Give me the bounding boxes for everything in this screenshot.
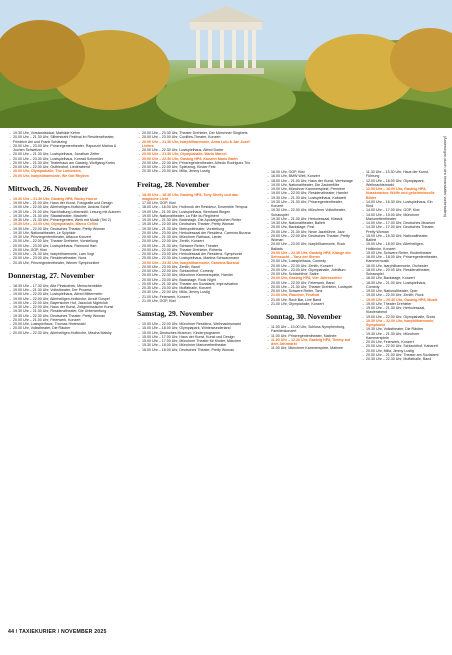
event-entry: → 20.00 Uhr – 21.30 Uhr, Münchner Rathaus, Lieder bbox=[137, 235, 255, 239]
event-entry: → 19.00 Uhr, Nationaltheater, Oper bbox=[361, 289, 439, 293]
event-entry: → 20.00 Uhr – 22.00 Uhr, Theater Drehleier, Vorstellung bbox=[8, 239, 126, 243]
event-entry: → 19.00 Uhr – 22.00 Uhr, Olympiahalle, Show bbox=[361, 315, 439, 319]
event-entry: → 19.00 Uhr – 22.00 Uhr, Allerheiligen-Hofkirche, Arnulf Gospel bbox=[8, 297, 126, 301]
event-entry: → 15.00 Uhr – 18.00 Uhr, Olympiapark, Winterwunderland bbox=[137, 326, 255, 330]
event-entry: → 21.00 Uhr, GOP, Kiwi bbox=[137, 299, 255, 303]
event-entry: → 14.00 Uhr – 17.00 Uhr, GOP, Kiwi bbox=[361, 208, 439, 212]
event-entry: → 20.00 Uhr – 22.00 Uhr, Deutsches Theater, Pretty Woman bbox=[266, 234, 356, 243]
event-entry: → 19.00 Uhr, Nationaltheater, La Fille du Regiment bbox=[137, 214, 255, 218]
event-entry: → 19.30 Uhr – 22.30 Uhr, Deutsches Theater, Pretty Woman bbox=[8, 314, 126, 318]
event-entry: → 20.00 Uhr – 23.00 Uhr, Residenztheater, Nora bbox=[8, 256, 126, 260]
column-2 bbox=[137, 131, 255, 616]
event-entry: → 20.00 Uhr – 23.00 Uhr, Isarphilharmonie, Rock Ballads bbox=[266, 242, 356, 251]
event-entry: → 19.30 Uhr – 22.00 Uhr, Münchner Volkstheater, Schauspiel bbox=[266, 208, 356, 217]
event-entry: → 16.00 Uhr, Isarphilharmonie, Orchester bbox=[361, 264, 439, 268]
event-entry: → 11.00 Uhr, Münchner Kammerspiele, Matinée bbox=[266, 346, 356, 350]
park-temple-illustration bbox=[0, 0, 452, 128]
event-entry: → 20.00 Uhr – 21.30 Uhr, Teaterhaus am Gasteig, Wolfgang Krebs bbox=[8, 161, 126, 165]
event-entry: → 19.00 Uhr – 22.00 Uhr, Bayerischer Hof, Jazzclub Nightclub bbox=[8, 301, 126, 305]
event-entry: → 15.00 Uhr – 16.30 Uhr, Nationaltheater, Ballett bbox=[361, 234, 439, 243]
event-entry: → 14.00 Uhr – 16.30 Uhr, Lustspielhaus, Ein Kind bbox=[361, 200, 439, 209]
sidebar-note-text: (Änderungen durch den Veranstalter vorbehalten) bbox=[443, 136, 447, 217]
event-entry: → 19.30 Uhr, Prinzregententheater, Attacca Konzert bbox=[8, 235, 126, 239]
event-entry: → 19.30 Uhr – 21.30 Uhr, Backstage, Die Apokalyptischen Reiter bbox=[137, 218, 255, 222]
event-entry: → 20.30 Uhr – 23.00 Uhr, Muffathalle, Konzert bbox=[137, 286, 255, 290]
event-entry: → 18.00 Uhr, Backstage, Konzert bbox=[361, 276, 439, 280]
event-entry: → 15.00 Uhr, Schwere Reiter, Kindertheater bbox=[361, 251, 439, 255]
event-entry: → 19.00 Uhr, Nationaltheater, Die Zauberflöte bbox=[266, 183, 356, 187]
event-entry: → 20.00 Uhr, Olympiahalle, The Lumineers bbox=[8, 169, 126, 173]
column-4 bbox=[361, 170, 439, 655]
event-entry: → 21.00 Uhr, Rock Bar, Live Band bbox=[266, 298, 356, 302]
event-entry: → 20.00 Uhr – 21.30 Uhr, Isarphilharmonie, Lars Vogt bbox=[8, 252, 126, 256]
event-entry: → 18.00 Uhr – 21.00 Uhr, Haus der Kunst, Vernissage bbox=[266, 179, 356, 183]
event-entry: → 11.00 Uhr – 12.30 Uhr, Gasteig HP8, Timmy auf dem Jahrmarkt bbox=[266, 338, 356, 347]
event-entry: → 11.00 Uhr, Prinzregententheater, Matinée bbox=[266, 334, 356, 338]
event-entry: → 20.00 Uhr – 22.30 Uhr, Lustspielhaus, Martina Schwarzmann bbox=[137, 256, 255, 260]
event-entry: → 20.00 Uhr – 23.30 Uhr, Lustspielhaus, Konrad Schneider bbox=[8, 157, 126, 161]
event-entry: → 19.00 Uhr – 22.00 Uhr, Zenith, Rock bbox=[361, 293, 439, 297]
event-entry: → 20.00 Uhr – 22.30 Uhr, Prinzregententheater, Alfredo Rodriguez Trio bbox=[137, 161, 255, 165]
event-entry: → 19.00 Uhr – 20.30 Uhr, Gasteig HP8, Musik bbox=[361, 298, 439, 302]
day-heading: Mittwoch, 26. November bbox=[8, 183, 89, 193]
event-entry: → 20.00 Uhr – 23.00 Uhr, Herkulessaal der Residenz, Carmina Burana bbox=[137, 231, 255, 235]
event-entry: → 19.30 Uhr – 22.00 Uhr, Isarphilharmonie, Symphonie bbox=[361, 319, 439, 328]
event-entry: → 20.00 Uhr – 22.00 Uhr, Feierwerk, Band bbox=[266, 281, 356, 285]
event-entry: → 19.30 Uhr – 22.00 Uhr, Olympiahalle, Marco Cellini bbox=[8, 222, 126, 226]
event-entry: → 20.00 Uhr – 22.00 Uhr, Zenith, Konzert bbox=[137, 239, 255, 243]
event-entry: → 20.00 Uhr – 22.00 Uhr, Spielzeug, Kinder Fest bbox=[137, 165, 255, 169]
event-entry: → 20.00 Uhr – 23.00 Uhr, Cuvilliés-Theater, Konzert bbox=[137, 135, 255, 139]
event-entry: → 19.30 Uhr – 22.00 Uhr, Haus der Kunst, Zeitgenössische Kunst bbox=[8, 305, 126, 309]
event-entry: → 19.00 Uhr – 22.00 Uhr, Lustspielhaus, Alfred Mittermeier bbox=[8, 292, 126, 296]
event-entry: → 19.00 Uhr – 22.00 Uhr, Residenztheater, Hamlet bbox=[266, 191, 356, 195]
sidebar-note bbox=[441, 136, 449, 336]
event-entry: → 20.00 Uhr – 22.00 Uhr, Schlachthof, Comedy bbox=[137, 269, 255, 273]
event-entry: → 19.30 Uhr, Nationaltheater, Le Sylphide bbox=[8, 231, 126, 235]
event-entry: → 15.00 Uhr – 17.00 Uhr, Haus der Kunst, Kunst und Design bbox=[137, 335, 255, 339]
event-entry: → 20.00 Uhr, Isarphilharmonie, We Got Rhythm bbox=[8, 174, 126, 178]
event-entry: → 20.00 Uhr – 21.30 Uhr, Isarphilharmonie, Anna Lulu & Jan Josef Liefers bbox=[137, 140, 255, 149]
event-entry: → 19.30 Uhr – 21.30 Uhr, Gasteig HP8, Rocky Horror bbox=[8, 197, 126, 201]
event-entry: → 20.00 Uhr – 22.00 Uhr, Zenith, Konzert bbox=[266, 264, 356, 268]
event-entry: → 18.30 Uhr – 17.30 Uhr, Alte Pinakothek, Menschenbilder bbox=[8, 284, 126, 288]
header-photo bbox=[0, 0, 452, 128]
event-entry: → 20.00 Uhr – 22.00 Uhr, Ostfriedhof, Liederabend bbox=[8, 165, 126, 169]
event-entry: → 20.00 Uhr – 22.30 Uhr, Gasteig HP8, Klänge der Sehnsucht – Tanz der Sterne bbox=[266, 251, 356, 260]
event-entry: → 20.00 Uhr, Milla, Jimmy Lustig bbox=[361, 349, 439, 353]
event-entry: → 20.00 Uhr – 22.00 Uhr, Schlachthof, Kabarett bbox=[361, 344, 439, 348]
event-entry: → 18.30 Uhr – 21.00 Uhr, Lustspielhaus, Comedy bbox=[361, 281, 439, 290]
event-entry: → 20.00 Uhr – 23.00 Uhr, Olympiahalle, Jubiläum bbox=[266, 268, 356, 272]
event-entry: → 19.30 Uhr, Volkstheater, Die Räuber bbox=[361, 327, 439, 331]
event-entry: → 12.00 Uhr – 16.00 Uhr, Olympiapark, Weihnachtsmarkt bbox=[361, 179, 439, 188]
event-entry: → 20.00 Uhr – 21.30 Uhr, Silberstrahl Festival im Residenztheater, Friedrich Ani und Frank Schätzing bbox=[8, 135, 126, 144]
event-entry: → 19.30 Uhr – 21.30 Uhr, Metropoltheater, Vorstellung bbox=[137, 227, 255, 231]
event-entry: → 20.00 Uhr – 21.00 Uhr, Theater am Sozialamt bbox=[361, 353, 439, 357]
day-heading: Freitag, 28. November bbox=[137, 179, 210, 189]
event-entry: → 20.00 Uhr – 23.30 Uhr, Theater Drehleier, Der Münchner Singkreis bbox=[137, 131, 255, 135]
event-entry: → 20.00 Uhr – 23.00 Uhr, Backstage, Rock Night bbox=[137, 278, 255, 282]
event-entry: → 15.00 Uhr, Deutsches Museum, Kinderprogramm bbox=[137, 331, 255, 335]
event-entry: → 21.00 Uhr, Flaucher, Festival bbox=[266, 293, 356, 297]
event-entry: → 20.00 Uhr – 23.00 Uhr, Zenith, Band bbox=[137, 265, 255, 269]
event-entry: → 16.00 Uhr – 18.00 Uhr, Deutsches Theater, Pretty Woman bbox=[137, 348, 255, 352]
event-entry: → 19.30 Uhr – 22.00 Uhr, Deutsches Theater, Pretty Woman bbox=[8, 227, 126, 231]
event-entry: → 20.00 Uhr – 21.30 Uhr, Theater Drehleier, Lustspiel bbox=[266, 285, 356, 289]
column-3 bbox=[266, 170, 356, 655]
event-entry: → 19.30 Uhr – 21.30 Uhr, Prinzregententheater, Konzert bbox=[266, 200, 356, 209]
event-entry: → 20.00 Uhr – 22.30 Uhr, Gasteig HP8, Konzert Mario Barth bbox=[137, 157, 255, 161]
event-entry: → 19.30 Uhr – 21.30 Uhr, Münchner Kammerspiele bbox=[361, 332, 439, 341]
event-entry: → 20.00 Uhr, Lustspielhaus, Thomas Hinterwald bbox=[8, 322, 126, 326]
event-entry: → 21.00 Uhr, Olympiahalle, Konzert bbox=[266, 302, 356, 306]
event-entry: → 20.00 Uhr – 23.00 Uhr, Lustspielhaus, Raimund Hart bbox=[8, 244, 126, 248]
column-1 bbox=[8, 131, 126, 616]
event-entry: → 11.00 Uhr – 13.00 Uhr, Schloss Nymphenburg, Familienkonzert bbox=[266, 325, 356, 334]
event-entry: → 20.00 Uhr, Backstage, Fest bbox=[266, 225, 356, 229]
event-entry: → 20.00 Uhr – 21.30 Uhr, Olympiahalle, Mario Marcel bbox=[137, 152, 255, 156]
event-entry: → 16.00 Uhr, BMW Welt, Konzert bbox=[266, 174, 356, 178]
event-entry: → 19.30 Uhr – 21.30 Uhr, Lustspielhaus, Kabarett bbox=[266, 196, 356, 200]
event-entry: → 21.00 Uhr, Feierwerk, Konzert bbox=[137, 295, 255, 299]
event-entry: → 20.00 Uhr – 23.00 Uhr, Herkulessaal der Residenz, Symphonie bbox=[137, 252, 255, 256]
event-entry: → 20.00 Uhr – 21.00 Uhr, Feierwerk, Konzert bbox=[8, 318, 126, 322]
event-entry: → 20.30 Uhr – 23.00 Uhr, Milla, Jimmy Lustig bbox=[137, 169, 255, 173]
event-entry: → 19.30 Uhr – 22.00 Uhr, Deutsches Theater, Pretty Woman bbox=[137, 222, 255, 226]
event-entry: → 20.00 Uhr, Gasteig HP8, Vier Jahreszeiten bbox=[266, 276, 356, 280]
event-entry: → 20.00 Uhr – 22.30 Uhr, Lustspielhaus, Alfred Dorfer bbox=[137, 148, 255, 152]
page-footer: 44 / TAXIEKURIER / NOVEMBER 2025 bbox=[8, 629, 107, 635]
event-entry: → 20.00 Uhr, Schwere Reiter, Tanz bbox=[266, 289, 356, 293]
event-entry: → 19.00 Uhr – 21.00 Uhr, Haus der Kunst, Fotografie und Design bbox=[8, 201, 126, 205]
event-entry: → 12.00 Uhr – 16.00 Uhr, Gasteig HP8, Nussknacker, Wölfe und geheimnisvolle Bilder bbox=[361, 187, 439, 200]
event-entry: → 20.00 Uhr, GOP, Kiwi bbox=[8, 248, 126, 252]
event-entry: → 20.30 Uhr, Prinzregententheater, Wiener Symphoniker bbox=[8, 261, 126, 265]
event-entry: → 20.30 Uhr – 22.30 Uhr, Muffathalle, Band bbox=[361, 357, 439, 361]
event-entry: → 16.00 Uhr – 18.00 Uhr, Prinzregententheater, Kammermusik bbox=[361, 255, 439, 264]
event-entry: → 20.00 Uhr – 22.30 Uhr, Allerheiligen-Hofkirche, Mischa Maisky bbox=[8, 331, 126, 335]
event-entry: → 15.00 Uhr – 17.00 Uhr, Münchner Theater für Kinder, Märchen bbox=[137, 339, 255, 343]
event-entry: → 20.00 Uhr – 23.00 Uhr, Prinzregententheater, Rapunzel Marina & Jochen Schweizer bbox=[8, 144, 126, 153]
day-heading: Samstag, 29. November bbox=[137, 309, 214, 318]
event-entry: → 14.00 Uhr – 15.00 Uhr, Münchner Marionettentheater bbox=[361, 213, 439, 222]
event-entry: → 19.30 Uhr, Nationaltheater, Ballett bbox=[266, 221, 356, 225]
event-entry: → 20.00 Uhr – 21.30 Uhr, Schwere Reiter, Theater bbox=[137, 244, 255, 248]
event-entry: → 18.00 Uhr – 18.00 Uhr, Holbrook der Residenz, Ensemble Tempus bbox=[137, 205, 255, 209]
event-entry: → 18.00 Uhr – 20.00 Uhr, Residenztheater, Schauspiel bbox=[361, 268, 439, 277]
event-entry: → 20.00 Uhr – 23.30 Uhr, Isarphilharmonie, Carmina Burana bbox=[137, 261, 255, 265]
event-entry: → 15.30 Uhr – 18.00 Uhr, Münchner Marionettentheater bbox=[137, 343, 255, 347]
event-entry: → 19.00 Uhr – 21.00 Uhr, Lustspielhaus, Bernhard Bingen bbox=[137, 210, 255, 214]
event-entry: → 15.00 Uhr – 18.00 Uhr, Allerheiligen-Hofkirche, Konzert bbox=[361, 242, 439, 251]
event-entry: → 20.00 Uhr, Volkstheater, Die Räuber bbox=[8, 326, 126, 330]
event-entry: → 19.30 Uhr – 21.30 Uhr, Staatstheater, Macbeth bbox=[8, 214, 126, 218]
event-entry: → 20.00 Uhr – 21.30 Uhr, Lustspielhaus, Jonathan Zelter bbox=[8, 152, 126, 156]
event-entry: → 11.30 Uhr – 13.30 Uhr, Haus der Kunst, Führung bbox=[361, 170, 439, 179]
event-entry: → 20.30 Uhr – 22.00 Uhr, Milla, Jimmy Lustig bbox=[137, 290, 255, 294]
event-entry: → 20.00 Uhr, Schlachthof, Satire bbox=[266, 272, 356, 276]
event-entry: → 16.00 Uhr, GOP, Kiwi bbox=[266, 170, 356, 174]
event-entry: → 19.00 Uhr, Münchner Kammerspiele, Premiere bbox=[266, 187, 356, 191]
event-entry: → 19.00 Uhr, Theater Drehleier bbox=[361, 302, 439, 306]
event-entry: → 19.00 Uhr – 21.30 Uhr, Herkulessaal, Klavierabend bbox=[361, 306, 439, 315]
event-entry: → 20.00 Uhr – 21.30 Uhr, Neue Jazzbühne, Jazz bbox=[266, 230, 356, 234]
event-entry: → 19.30 Uhr, Vorstandslokal, Mathilde Kehm bbox=[8, 131, 126, 135]
event-entry: → 14.30 Uhr – 17.00 Uhr, Deutsches Theater, Pretty Woman bbox=[361, 225, 439, 234]
event-entry: → 19.00 Uhr – 21.30 Uhr, Volkstheater, Der Prozess bbox=[8, 288, 126, 292]
event-entry: → 20.00 Uhr, Lustspielhaus, Comedy bbox=[266, 259, 356, 263]
event-entry: → 20.00 Uhr – 22.00 Uhr, Theater Drehleier, Roberta bbox=[137, 248, 255, 252]
event-entry: → 20.00 Uhr – 22.30 Uhr, Münchner Kammerspiele, Hamlet bbox=[137, 273, 255, 277]
event-entry: → 19.00 Uhr – 22.00 Uhr, Allerheiligen-Hofkirche, Andras Schiff bbox=[8, 205, 126, 209]
event-entry: → 14.00 Uhr – 17.00 Uhr, Deutsches Museum bbox=[361, 221, 439, 225]
event-entry: → 17.00 Uhr, GOP, Kiwi bbox=[137, 201, 255, 205]
event-entry: → 20.00 Uhr, Feierwerk, Konzert bbox=[361, 340, 439, 344]
event-entry: → 18.30 Uhr – 18.30 Uhr, Gasteig HP8, Tony Shelly und das magische Licht bbox=[137, 193, 255, 202]
event-entry: → 19.30 Uhr – 21.30 Uhr, Prinzregenten, Werk mit Musik (Teil 2) bbox=[8, 218, 126, 222]
event-entry: → 19.30 Uhr – 21.30 Uhr, Herkulessaal, Klassik bbox=[266, 217, 356, 221]
event-entry: → 10.00 Uhr – 22.00 Uhr, Münchner Residenz, Weihnachtsmarkt bbox=[137, 322, 255, 326]
day-heading: Sonntag, 30. November bbox=[266, 312, 342, 321]
event-entry: → 20.00 Uhr – 21.30 Uhr, Theater am Sozialamt, Improvisation bbox=[137, 282, 255, 286]
event-entry: → 19.30 Uhr – 21.00 Uhr, Nachhaltung Lebensstil, Lesung mit Autoren bbox=[8, 210, 126, 214]
event-entry: → 19.30 Uhr – 21.30 Uhr, Residenztheater, Die Unterwerfung bbox=[8, 309, 126, 313]
day-heading: Donnerstag, 27. November bbox=[8, 270, 95, 280]
